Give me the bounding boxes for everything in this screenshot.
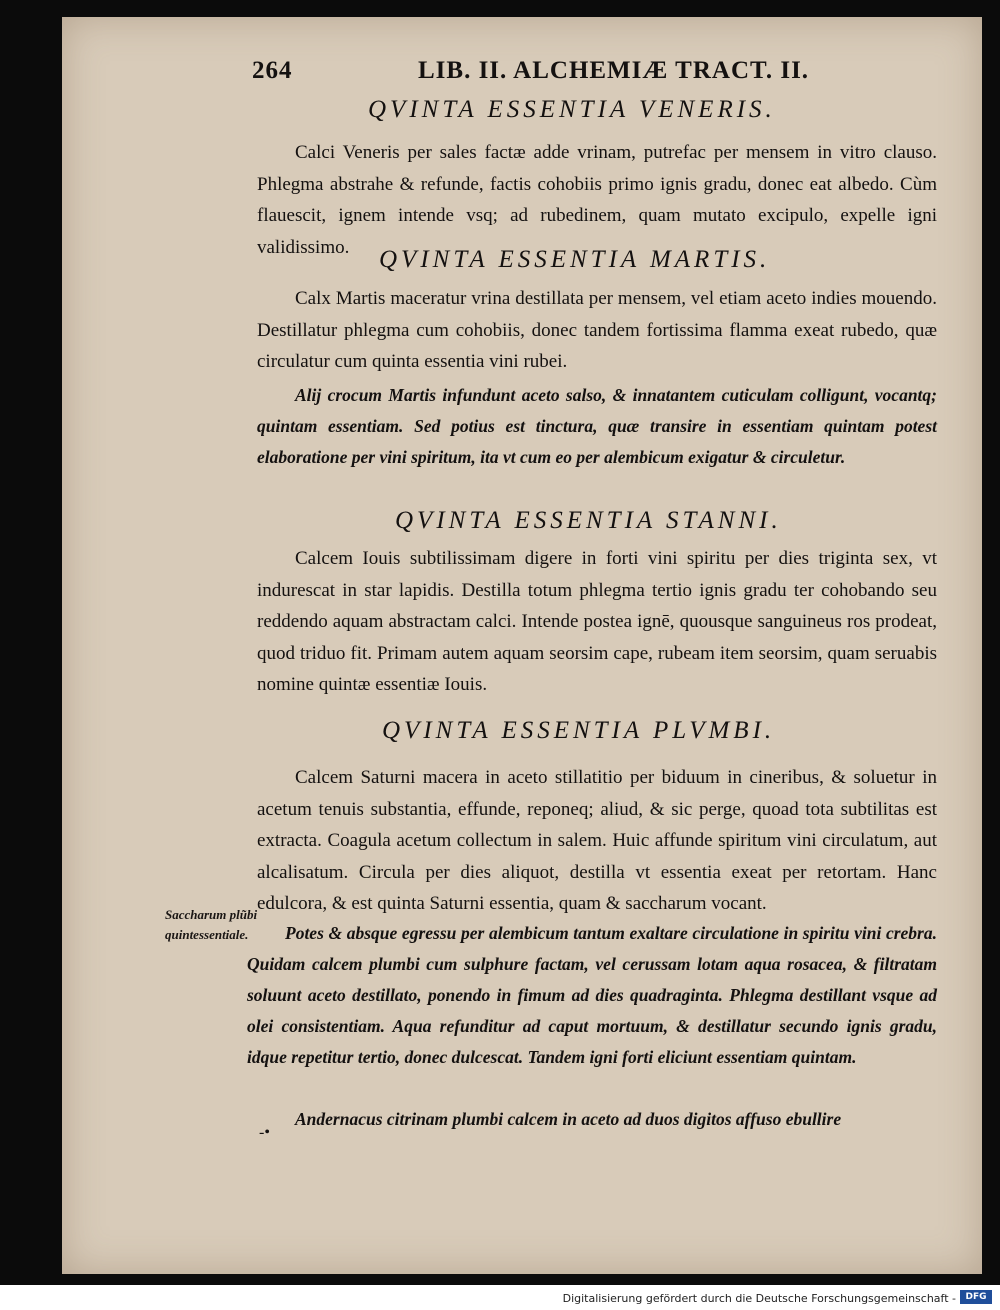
dfg-logo: DFG bbox=[960, 1290, 992, 1304]
paragraph-plumbi: Calcem Saturni macera in aceto stillatitio per biduum in cineribus, & soluetur in acetum tenuis substantia, effunde, reponeq; aliud, & sic perge, quoad tota subtilitas est extracta. Coagula acetum collectum in salem. Huic affunde spiritum vini circulatum, aut alcalisatum. Circula per dies aliquot, destilla vt essentia exeat per retortam. Hanc edulcora, & est quinta Saturni essentia, quam & saccharum vocant. bbox=[257, 767, 937, 914]
italic-note-andernacus: Andernacus citrinam plumbi calcem in aceto ad duos digitos affuso ebullire bbox=[295, 1109, 842, 1129]
section-title-martis: QVINTA ESSENTIA MARTIS. bbox=[379, 246, 771, 273]
margin-note: Saccharum plũbi quintessentiale. bbox=[165, 907, 258, 942]
paragraph-martis: Calx Martis maceratur vrina destillata per mensem, vel etiam aceto indies mouendo. Destillatur phlegma cum cohobiis, donec tandem fortissima flamma exeat rubedo, quæ circulatur cum quinta essentia vini rubei. bbox=[257, 288, 937, 372]
footer-text: Digitalisierung gefördert durch die Deutsche Forschungsgemeinschaft - bbox=[562, 1292, 956, 1305]
page-number: 264 bbox=[252, 57, 293, 84]
section-title-veneris: QVINTA ESSENTIA VENERIS. bbox=[368, 96, 776, 123]
digitization-footer bbox=[0, 1285, 1000, 1310]
section-title-stanni: QVINTA ESSENTIA STANNI. bbox=[395, 507, 782, 534]
catchword-mark: -• bbox=[259, 1124, 270, 1141]
section-title-plumbi: QVINTA ESSENTIA PLVMBI. bbox=[382, 717, 776, 744]
italic-note-martis: Alij crocum Martis infundunt aceto salso, & innatantem cuticulam colligunt, vocantq; quintam essentiam. Sed potius est tinctura, quæ transire in essentiam quintam potest elaboratione per vini spiritum, ita vt cum eo per alembicum exigatur & circuletur. bbox=[257, 385, 937, 467]
book-page bbox=[62, 17, 982, 1274]
italic-note-plumbi: Potes & absque egressu per alembicum tantum exaltare circulatione in spiritu vini crebra. Quidam calcem plumbi cum sulphure factam, vel cerussam lotam aqua rosacea, & filtratam soluunt aceto destillato, ponendo in fimum ad dies quadraginta. Phlegma destillant vsque ad olei consistentiam. Aqua refunditur ad caput mortuum, & destillatur secundo ignis gradu, idque repetitur tertio, donec dulcescat. Tandem igni forti eliciunt essentiam quintam. bbox=[247, 923, 937, 1067]
running-title: LIB. II. ALCHEMIÆ TRACT. II. bbox=[418, 57, 810, 84]
paragraph-stanni: Calcem Iouis subtilissimam digere in forti vini spiritu per dies triginta sex, vt indurescat in star lapidis. Destilla totum phlegma tertio ignis gradu ter cohobando seu reddendo aquam abstractam calci. Intende postea ignē, quousque sanguineus ros prodeat, quod triduo fit. Primam autem aquam seorsim cape, rubeam item seorsim, quam seruabis nomine quintæ essentiæ Iouis. bbox=[257, 548, 937, 695]
paragraph-veneris: Calci Veneris per sales factæ adde vrinam, putrefac per mensem in vitro clauso. Phlegma abstrahe & refunde, factis cohobiis primo ignis gradu, donec eat albedo. Cùm flauescit, ignem intende vsq; ad rubedinem, quam mutato excipulo, expelle igni validissimo. bbox=[257, 142, 937, 258]
